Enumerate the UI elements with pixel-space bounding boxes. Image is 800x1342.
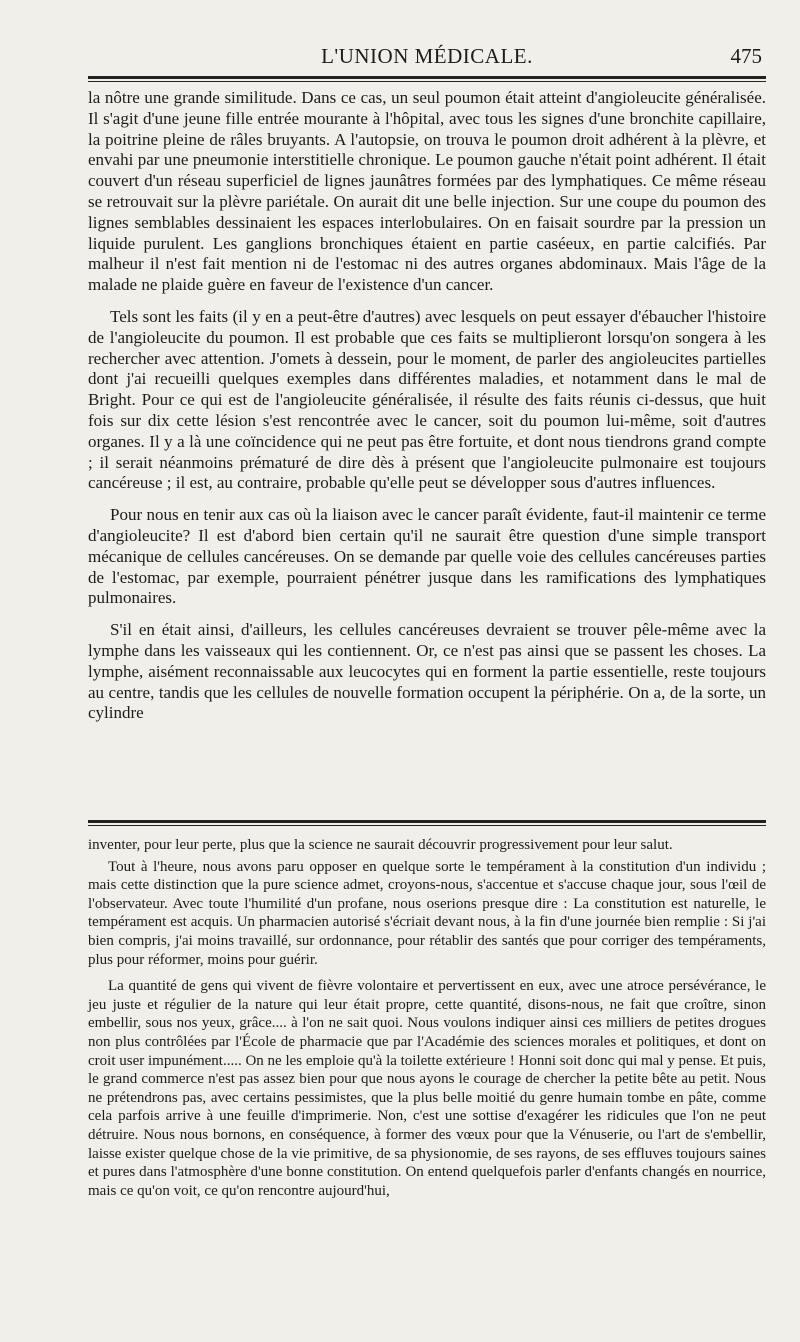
header-rule-thin — [88, 81, 766, 82]
header-rule — [88, 76, 766, 79]
feuilleton-paragraph-2: Tout à l'heure, nous avons paru opposer en quelque sorte le tempérament à la constitution d'un individu ; mais cette distinction que la pure science admet, croyons-nous, s'accentue et s'accuse chaque jour, sous l'œil de l'observateur. Avec toute l'humilité d'un profane, nous oserions presque dire : La constitution est naturelle, le tempérament est acquis. Un pharmacien autorisé s'écriait devant nous, à la fin d'une journée bien remplie : Si j'ai bien compris, j'ai moins travaillé, sur ordonnance, pour rétablir des santés que pour corriger des tempéraments, plus pour réformer, moins pour guérir. — [88, 858, 766, 968]
feuilleton-divider-thin — [88, 825, 766, 826]
article-paragraph-1: la nôtre une grande similitude. Dans ce cas, un seul poumon était atteint d'angioleucite généralisée. Il s'agit d'une jeune fille entrée mourante à l'hôpital, avec tous les signes d'une bronchite capillaire, la poitrine pleine de râles bruyants. A l'autopsie, on trouva le poumon droit adhérent à la plèvre, et envahi par une pneumonie interstitielle chronique. Le poumon gauche n'était point adhérent. Il était couvert d'un réseau superficiel de lignes jaunâtres formées par des lymphatiques. Ce même réseau se retrouvait sur la plèvre pariétale. On aurait dit une belle injection. Sur une coupe du poumon des lignes semblables dessinaient les espaces interlobulaires. On en faisait sourdre par la pression un liquide purulent. Les ganglions bronchiques étaient en partie caséeux, en partie calcifiés. Par malheur il n'est fait mention ni de l'estomac ni des autres organes abdominaux. Mais l'âge de la malade ne plaide guère en faveur de l'existence d'un cancer. — [88, 88, 766, 295]
feuilleton-paragraph-3: La quantité de gens qui vivent de fièvre volontaire et pervertissent en eux, avec une atroce persévérance, le jeu juste et régulier de la nature qui leur était propre, cette quantité, disons-nous, ne fait que croître, sinon embellir, sous nos yeux, grâce.... à l'on ne sait quoi. Nous voulons indiquer ainsi ces milliers de petites drogues non plus contrôlées par l'École de pharmacie que par l'Académie des sciences morales et politiques, et dont on croit user impunément..... On ne les emploie qu'à la toilette extérieure ! Honni soit donc qui mal y pense. Et puis, le grand commerce n'est pas assez bien pour que nous ayons le courage de chercher la petite bête au petit. Nous ne prétendrons pas, avec certains pessimistes, que la plus belle moitié du genre humain tombe en pâte, comme cela parfois arrive à une feuille d'imprimerie. Non, c'est une sottise d'exagérer les ridicules que l'on ne peut détruire. Nous nous bornons, en conséquence, à former des vœux pour que la Vénuserie, ou l'art de s'embellir, laisse exister quelque chose de la vie primitive, de sa physionomie, de ses rayons, de ses effluves toujours saines et pures dans l'atmosphère d'une bonne constitution. On entend quelquefois parler d'enfants changés en nourrice, mais ce qu'on voit, ce qu'on rencontre aujourd'hui, — [88, 978, 766, 1199]
running-title: L'UNION MÉDICALE. — [321, 44, 533, 68]
feuilleton-divider — [88, 820, 766, 823]
article-paragraph-4: S'il en était ainsi, d'ailleurs, les cellules cancéreuses devraient se trouver pêle-même avec la lymphe dans les vaisseaux qui les contiennent. Or, ce n'est pas ainsi que se passent les choses. La lymphe, aisément reconnaissable aux leucocytes qui en forment la partie essentielle, reste toujours au centre, tandis que les cellules de nouvelle formation occupent la périphérie. On a, de la sorte, un cylindre — [88, 620, 766, 723]
article-paragraph-3: Pour nous en tenir aux cas où la liaison avec le cancer paraît évidente, faut-il maintenir ce terme d'angioleucite? Il est d'abord bien certain qu'il ne saurait être question d'une simple transport mécanique de cellules cancéreuses. On se demande par quelle voie des cellules cancéreuses parties de l'estomac, par exemple, pourraient pénétrer jusque dans les ramifications des lymphatiques pulmonaires. — [88, 505, 766, 608]
feuilleton-paragraph-1: inventer, pour leur perte, plus que la science ne saurait découvrir progressivement pour leur salut. — [88, 837, 673, 853]
main-article — [88, 88, 766, 735]
feuilleton-section — [88, 836, 766, 1208]
article-paragraph-2: Tels sont les faits (il y en a peut-être d'autres) avec lesquels on peut essayer d'ébaucher l'histoire de l'angioleucite du poumon. Il est probable que ces faits se multiplieront lorsqu'on songera à les rechercher avec attention. J'omets à dessein, pour le moment, de parler des angioleucites partielles dont j'ai recueilli quelques exemples dans différentes maladies, et notamment dans le mal de Bright. Pour ce qui est de l'angioleucite généralisée, il résulte des faits réunis ci-dessus, que huit fois sur dix cette lésion s'est rencontrée avec le cancer, soit du poumon lui-même, soit d'autres organes. Il y a là une coïncidence qui ne peut pas être fortuite, et dont nous tiendrons grand compte ; il serait néanmoins prématuré de dire dès à présent que l'angioleucite pulmonaire est toujours cancéreuse ; il est, au contraire, probable qu'elle peut se développer sous d'autres influences. — [88, 306, 766, 493]
page-number: 475 — [730, 44, 762, 68]
